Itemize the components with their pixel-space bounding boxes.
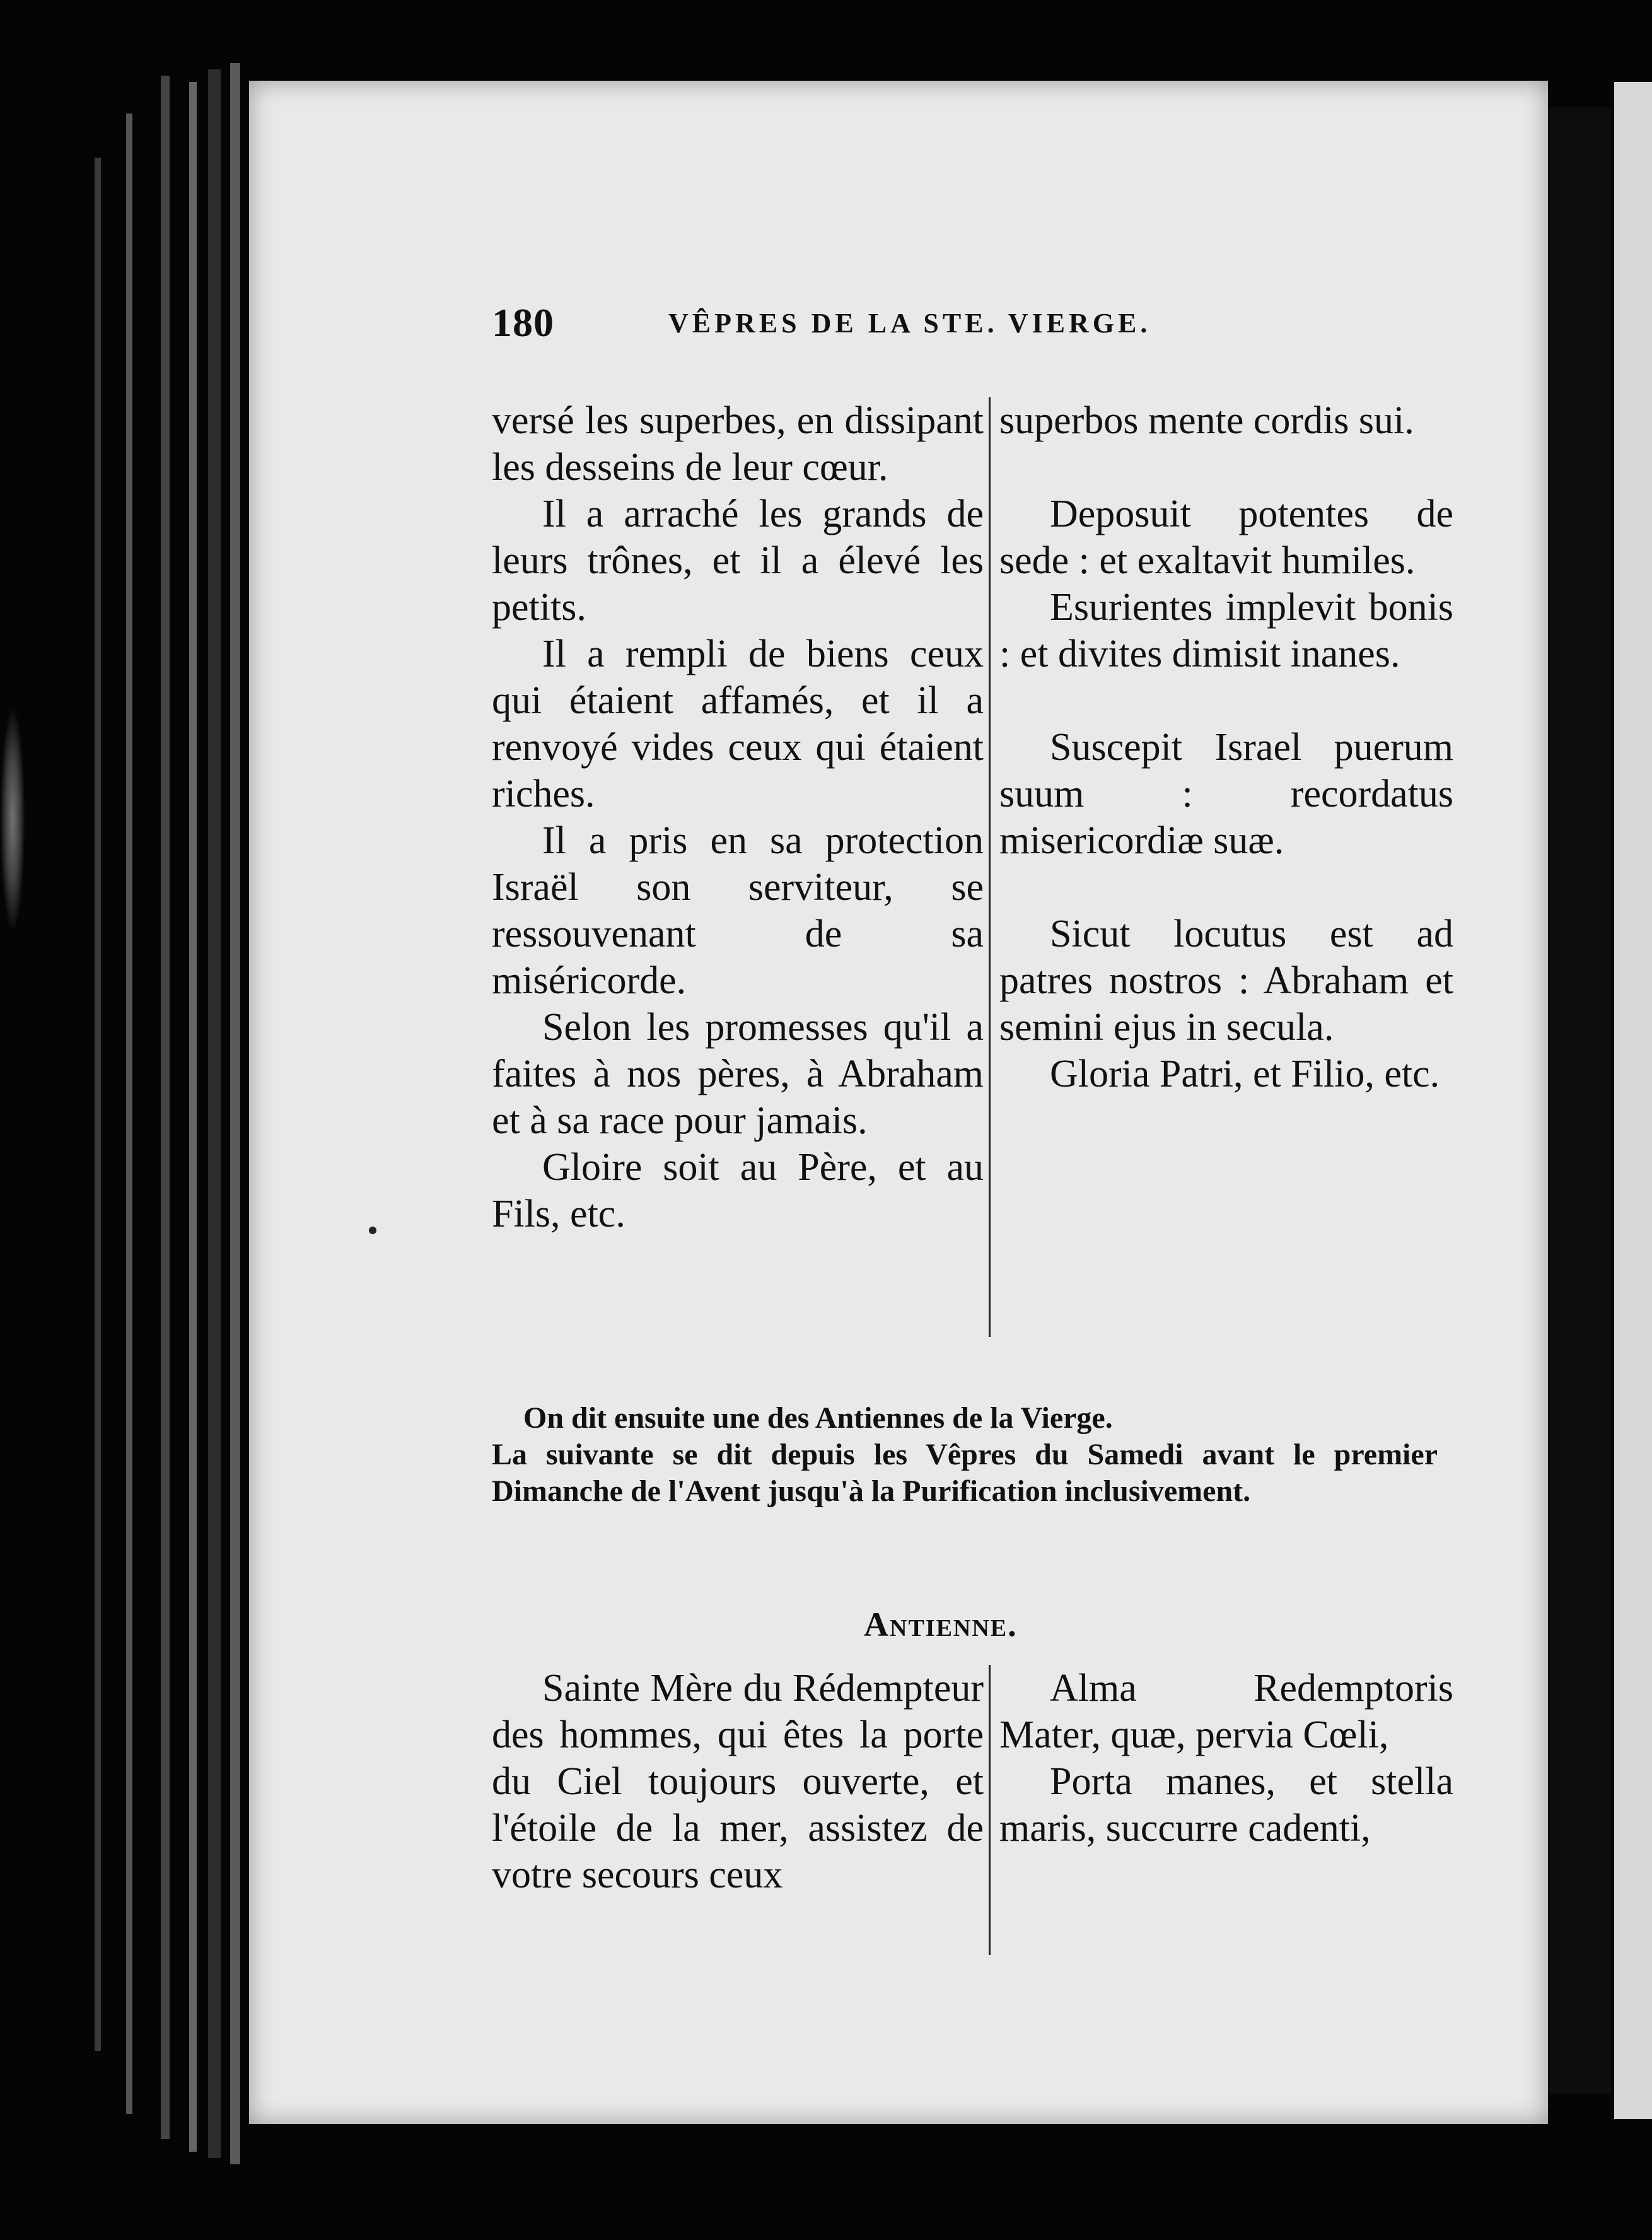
verse: versé les superbes, en dissipant les desseins de leur cœur.	[492, 399, 984, 489]
page-gutter-shadow	[1548, 107, 1611, 2094]
column-divider	[989, 397, 991, 1337]
book-edge	[161, 76, 170, 2139]
latin-column	[999, 397, 1453, 1097]
book-edge	[189, 82, 197, 2152]
book-edge	[126, 114, 132, 2114]
verse: Esurientes implevit bonis : et divites dimisit inanes.	[999, 586, 1453, 675]
verse: Gloria Patri, et Filio, etc.	[1050, 1053, 1440, 1095]
page-number: 180	[492, 300, 554, 345]
book-edge	[95, 158, 101, 2051]
verse: Deposuit potentes de sede : et exaltavit humiles.	[999, 493, 1453, 582]
verse: Sicut locutus est ad patres nostros : Abraham et semini ejus in secula.	[999, 913, 1453, 1049]
verse: superbos mente cordis sui.	[999, 399, 1414, 442]
adjacent-page-edge	[1614, 82, 1652, 2119]
verse: Alma Redemptoris Mater, quæ, pervia Cœli,	[999, 1667, 1453, 1756]
book-edge	[230, 63, 240, 2164]
verse: Porta manes, et stella maris, succurre cadenti,	[999, 1760, 1453, 1850]
french-antiphon-column	[492, 1665, 984, 1898]
page-header	[492, 300, 1312, 350]
column-divider	[989, 1665, 991, 1955]
scan-speck	[0, 706, 25, 933]
rubric-line: On dit ensuite une des Antiennes de la Vierge.	[523, 1401, 1113, 1435]
verse: Suscepit Israel puerum suum : recordatus misericordiæ suæ.	[999, 726, 1453, 862]
latin-antiphon-column	[999, 1665, 1453, 1852]
verse: Gloire soit au Père, et au Fils, etc.	[492, 1146, 984, 1235]
rubric-instruction	[492, 1400, 1438, 1510]
book-edge	[208, 69, 221, 2158]
ink-dot	[369, 1227, 376, 1234]
running-title: VÊPRES DE LA STE. VIERGE.	[668, 308, 1151, 339]
section-heading: Antienne.	[864, 1606, 1018, 1643]
verse: Selon les promesses qu'il a faites à nos pères, à Abraham et à sa race pour jamais.	[492, 1006, 984, 1142]
verse: Il a arraché les grands de leurs trônes, et il a élevé les petits.	[492, 493, 984, 629]
french-column	[492, 397, 984, 1237]
verse: Sainte Mère du Rédempteur des hommes, qui êtes la porte du Ciel toujours ouverte, et l'étoile de la mer, assistez de votre secours ceux	[492, 1667, 984, 1896]
rubric-line: La suivante se dit depuis les Vêpres du Samedi avant le premier Dimanche de l'Avent jusqu'à la Purification inclusivement.	[492, 1438, 1438, 1508]
verse: Il a pris en sa protection Israël son serviteur, se ressouvenant de sa miséricorde.	[492, 819, 984, 1002]
verse: Il a rempli de biens ceux qui étaient affamés, et il a renvoyé vides ceux qui étaient riches.	[492, 633, 984, 815]
